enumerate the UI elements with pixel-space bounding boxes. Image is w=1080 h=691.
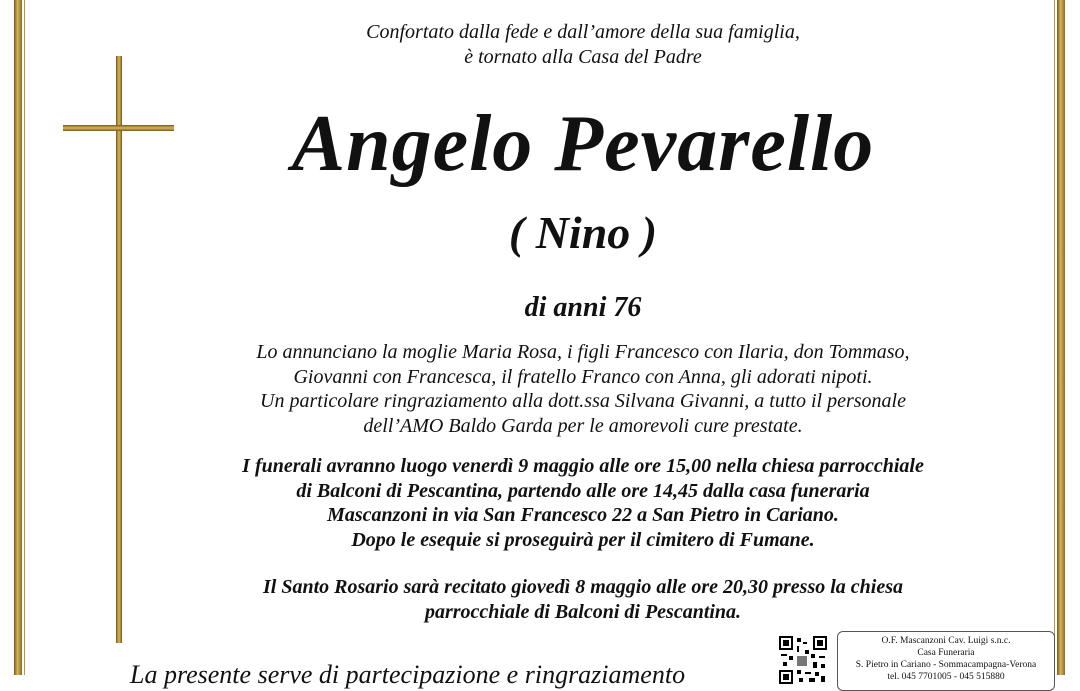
deceased-age: di anni 76	[524, 292, 642, 323]
agency-line: Casa Funeraria	[917, 648, 975, 658]
funeral-details	[100, 454, 1066, 552]
funeral-line: Dopo le esequie si proseguirà per il cimitero di Fumane.	[351, 528, 815, 551]
rosary-line: parrocchiale di Balconi di Pescantina.	[424, 600, 742, 623]
agency-line: S. Pietro in Cariano - Sommacampagna-Verona	[855, 660, 1037, 670]
family-line: Lo annunciano la moglie Maria Rosa, i figli Francesco con Ilaria, don Tommaso,	[256, 341, 910, 363]
deceased-name: Angelo Pevarello	[291, 100, 875, 188]
intro-text	[100, 20, 1066, 70]
family-line: dell’AMO Baldo Garda per le amorevoli cure prestate.	[363, 414, 803, 437]
family-announcement	[100, 340, 1066, 438]
bottom-note: La presente serve di partecipazione e ringraziamento	[130, 660, 686, 689]
family-line: Giovanni con Francesca, il fratello Franco con Anna, gli adorati nipoti.	[293, 365, 873, 388]
qr-code-icon[interactable]	[777, 634, 829, 686]
intro-line: è tornato alla Casa del Padre	[464, 46, 702, 68]
rosary-details	[100, 575, 1066, 624]
funeral-line: Mascanzoni in via San Francesco 22 a San Pietro in Cariano.	[327, 504, 839, 526]
funeral-line: I funerali avranno luogo venerdì 9 maggio alle ore 15,00 nella chiesa parrocchiale	[242, 455, 924, 477]
deceased-nickname: ( Nino )	[508, 207, 658, 258]
family-line: Un particolare ringraziamento alla dott.ssa Silvana Givanni, a tutto il personale	[260, 390, 906, 412]
funeral-agency-box	[837, 631, 1055, 691]
left-gold-border	[14, 0, 22, 675]
rosary-line: Il Santo Rosario sarà recitato giovedì 8 maggio alle ore 20,30 presso la chiesa	[262, 576, 903, 598]
funeral-line: di Balconi di Pescantina, partendo alle ore 14,45 dalla casa funeraria	[296, 479, 870, 502]
intro-line: Confortato dalla fede e dall’amore della sua famiglia,	[366, 21, 800, 43]
agency-line: O.F. Mascanzoni Cav. Luigi s.n.c.	[881, 636, 1011, 646]
agency-line: tel. 045 7701005 - 045 515880	[887, 672, 1005, 682]
left-inner-line	[24, 0, 25, 675]
